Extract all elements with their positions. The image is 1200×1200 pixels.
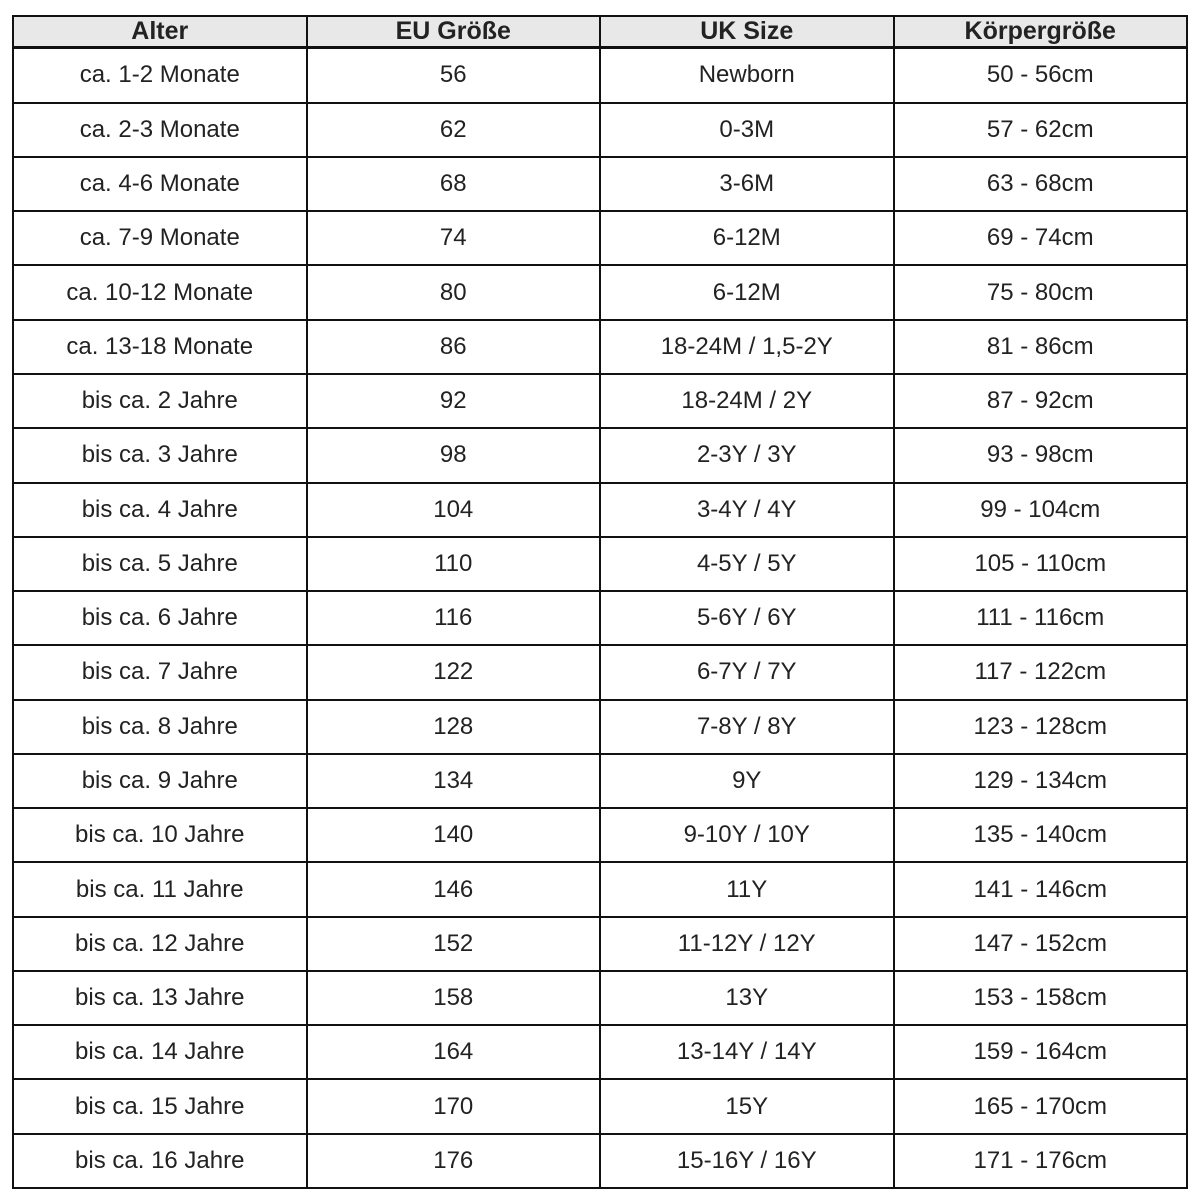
cell-alter: ca. 4-6 Monate bbox=[13, 157, 307, 211]
cell-alter: bis ca. 14 Jahre bbox=[13, 1025, 307, 1079]
cell-koerpergroesse: 87 - 92cm bbox=[894, 374, 1188, 428]
cell-alter: ca. 2-3 Monate bbox=[13, 103, 307, 157]
cell-koerpergroesse: 50 - 56cm bbox=[894, 48, 1188, 103]
cell-alter: bis ca. 10 Jahre bbox=[13, 808, 307, 862]
cell-uk-size: 11Y bbox=[600, 862, 894, 916]
table-row bbox=[13, 1134, 1187, 1188]
cell-eu-groesse: 176 bbox=[307, 1134, 601, 1188]
cell-alter: bis ca. 5 Jahre bbox=[13, 537, 307, 591]
cell-uk-size: 18-24M / 2Y bbox=[600, 374, 894, 428]
cell-alter: bis ca. 7 Jahre bbox=[13, 645, 307, 699]
table-row bbox=[13, 483, 1187, 537]
table-row bbox=[13, 862, 1187, 916]
cell-eu-groesse: 116 bbox=[307, 591, 601, 645]
cell-alter: bis ca. 2 Jahre bbox=[13, 374, 307, 428]
table-row bbox=[13, 917, 1187, 971]
cell-eu-groesse: 56 bbox=[307, 48, 601, 103]
cell-eu-groesse: 146 bbox=[307, 862, 601, 916]
cell-koerpergroesse: 153 - 158cm bbox=[894, 971, 1188, 1025]
column-header-eu-groesse: EU Größe bbox=[307, 16, 601, 48]
cell-alter: bis ca. 6 Jahre bbox=[13, 591, 307, 645]
cell-alter: bis ca. 4 Jahre bbox=[13, 483, 307, 537]
cell-koerpergroesse: 129 - 134cm bbox=[894, 754, 1188, 808]
cell-alter: bis ca. 15 Jahre bbox=[13, 1079, 307, 1133]
cell-alter: bis ca. 12 Jahre bbox=[13, 917, 307, 971]
table-row bbox=[13, 157, 1187, 211]
header-row bbox=[13, 16, 1187, 48]
cell-uk-size: 4-5Y / 5Y bbox=[600, 537, 894, 591]
cell-eu-groesse: 152 bbox=[307, 917, 601, 971]
cell-alter: bis ca. 16 Jahre bbox=[13, 1134, 307, 1188]
table-row bbox=[13, 103, 1187, 157]
cell-alter: ca. 10-12 Monate bbox=[13, 265, 307, 319]
cell-koerpergroesse: 117 - 122cm bbox=[894, 645, 1188, 699]
cell-eu-groesse: 158 bbox=[307, 971, 601, 1025]
cell-alter: bis ca. 8 Jahre bbox=[13, 700, 307, 754]
cell-uk-size: 2-3Y / 3Y bbox=[600, 428, 894, 482]
cell-koerpergroesse: 165 - 170cm bbox=[894, 1079, 1188, 1133]
cell-eu-groesse: 80 bbox=[307, 265, 601, 319]
cell-uk-size: 6-7Y / 7Y bbox=[600, 645, 894, 699]
cell-eu-groesse: 122 bbox=[307, 645, 601, 699]
cell-koerpergroesse: 105 - 110cm bbox=[894, 537, 1188, 591]
cell-eu-groesse: 170 bbox=[307, 1079, 601, 1133]
cell-koerpergroesse: 147 - 152cm bbox=[894, 917, 1188, 971]
cell-uk-size: 9-10Y / 10Y bbox=[600, 808, 894, 862]
table-row bbox=[13, 320, 1187, 374]
cell-koerpergroesse: 93 - 98cm bbox=[894, 428, 1188, 482]
cell-uk-size: 13-14Y / 14Y bbox=[600, 1025, 894, 1079]
cell-uk-size: 15Y bbox=[600, 1079, 894, 1133]
table-row bbox=[13, 754, 1187, 808]
table-row bbox=[13, 808, 1187, 862]
cell-alter: bis ca. 13 Jahre bbox=[13, 971, 307, 1025]
cell-eu-groesse: 128 bbox=[307, 700, 601, 754]
table-row bbox=[13, 591, 1187, 645]
cell-eu-groesse: 98 bbox=[307, 428, 601, 482]
cell-koerpergroesse: 159 - 164cm bbox=[894, 1025, 1188, 1079]
cell-koerpergroesse: 141 - 146cm bbox=[894, 862, 1188, 916]
cell-uk-size: 3-4Y / 4Y bbox=[600, 483, 894, 537]
cell-alter: bis ca. 3 Jahre bbox=[13, 428, 307, 482]
table-row bbox=[13, 971, 1187, 1025]
table-row bbox=[13, 48, 1187, 103]
table-row bbox=[13, 1025, 1187, 1079]
cell-koerpergroesse: 111 - 116cm bbox=[894, 591, 1188, 645]
cell-alter: ca. 7-9 Monate bbox=[13, 211, 307, 265]
size-chart-table bbox=[12, 15, 1188, 1189]
cell-uk-size: 5-6Y / 6Y bbox=[600, 591, 894, 645]
cell-koerpergroesse: 99 - 104cm bbox=[894, 483, 1188, 537]
cell-uk-size: 9Y bbox=[600, 754, 894, 808]
cell-eu-groesse: 68 bbox=[307, 157, 601, 211]
column-header-koerpergroesse: Körpergröße bbox=[894, 16, 1188, 48]
cell-eu-groesse: 104 bbox=[307, 483, 601, 537]
cell-eu-groesse: 110 bbox=[307, 537, 601, 591]
cell-uk-size: 11-12Y / 12Y bbox=[600, 917, 894, 971]
cell-eu-groesse: 62 bbox=[307, 103, 601, 157]
column-header-uk-size: UK Size bbox=[600, 16, 894, 48]
cell-koerpergroesse: 69 - 74cm bbox=[894, 211, 1188, 265]
cell-eu-groesse: 164 bbox=[307, 1025, 601, 1079]
cell-alter: ca. 1-2 Monate bbox=[13, 48, 307, 103]
cell-alter: bis ca. 9 Jahre bbox=[13, 754, 307, 808]
table-row bbox=[13, 700, 1187, 754]
cell-eu-groesse: 74 bbox=[307, 211, 601, 265]
cell-eu-groesse: 140 bbox=[307, 808, 601, 862]
cell-uk-size: 18-24M / 1,5-2Y bbox=[600, 320, 894, 374]
table-row bbox=[13, 428, 1187, 482]
table-row bbox=[13, 645, 1187, 699]
cell-eu-groesse: 92 bbox=[307, 374, 601, 428]
cell-uk-size: 7-8Y / 8Y bbox=[600, 700, 894, 754]
cell-koerpergroesse: 81 - 86cm bbox=[894, 320, 1188, 374]
cell-uk-size: 15-16Y / 16Y bbox=[600, 1134, 894, 1188]
cell-koerpergroesse: 75 - 80cm bbox=[894, 265, 1188, 319]
cell-koerpergroesse: 57 - 62cm bbox=[894, 103, 1188, 157]
table-row bbox=[13, 1079, 1187, 1133]
size-chart-body bbox=[13, 48, 1187, 1189]
column-header-alter: Alter bbox=[13, 16, 307, 48]
size-chart bbox=[12, 15, 1188, 1189]
cell-uk-size: 3-6M bbox=[600, 157, 894, 211]
table-row bbox=[13, 374, 1187, 428]
cell-alter: bis ca. 11 Jahre bbox=[13, 862, 307, 916]
table-row bbox=[13, 265, 1187, 319]
cell-koerpergroesse: 63 - 68cm bbox=[894, 157, 1188, 211]
table-row bbox=[13, 211, 1187, 265]
size-chart-header bbox=[13, 16, 1187, 48]
cell-eu-groesse: 86 bbox=[307, 320, 601, 374]
cell-eu-groesse: 134 bbox=[307, 754, 601, 808]
cell-koerpergroesse: 171 - 176cm bbox=[894, 1134, 1188, 1188]
cell-uk-size: 13Y bbox=[600, 971, 894, 1025]
cell-uk-size: 6-12M bbox=[600, 265, 894, 319]
cell-uk-size: 0-3M bbox=[600, 103, 894, 157]
cell-alter: ca. 13-18 Monate bbox=[13, 320, 307, 374]
cell-koerpergroesse: 123 - 128cm bbox=[894, 700, 1188, 754]
cell-koerpergroesse: 135 - 140cm bbox=[894, 808, 1188, 862]
cell-uk-size: 6-12M bbox=[600, 211, 894, 265]
table-row bbox=[13, 537, 1187, 591]
cell-uk-size: Newborn bbox=[600, 48, 894, 103]
